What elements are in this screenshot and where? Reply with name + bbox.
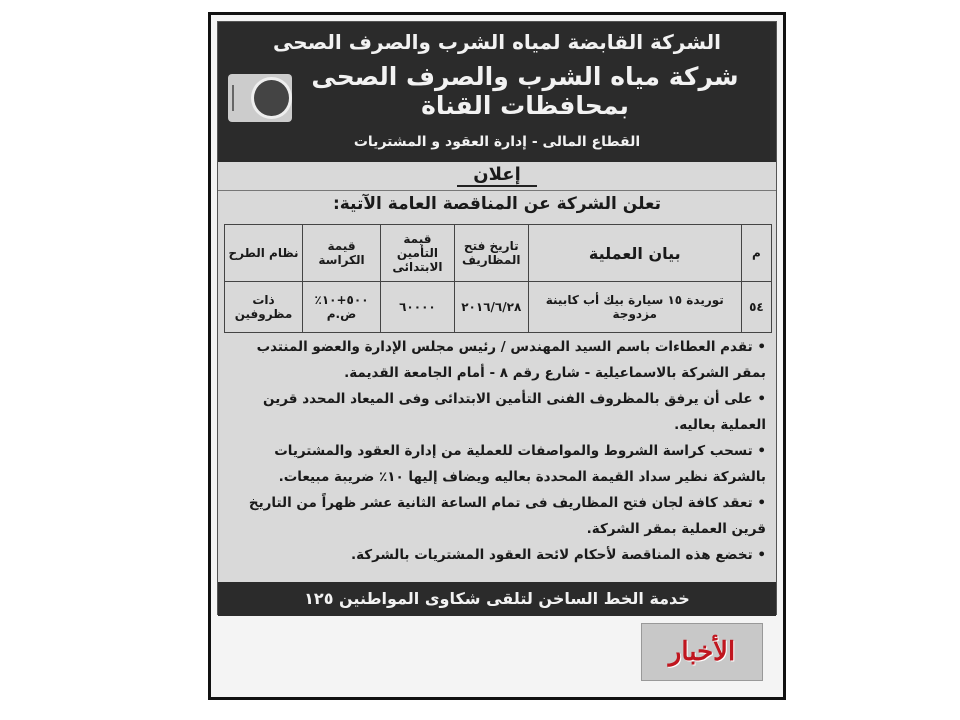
logo-emblem-icon [251, 77, 292, 119]
header-booklet-price: قيمة الكراسة [303, 225, 381, 282]
header-opening-date: تاريخ فتح المظاريف [454, 225, 528, 282]
company-name: شركة مياه الشرب والصرف الصحى بمحافظات القناة [311, 62, 739, 120]
sector-name: القطاع المالى - إدارة العقود و المشتريات [353, 134, 641, 150]
newspaper-clipping [217, 21, 777, 615]
header-banner [218, 22, 776, 162]
logo-mark-icon [232, 85, 247, 111]
table-row [225, 282, 772, 333]
list-item: • على أن يرفق بالمظروف الفنى التأمين الابتدائى وفى الميعاد المحدد قرين العملية بعاليه. [226, 386, 766, 438]
table-header-row [225, 225, 772, 282]
holding-company-name: الشركة القابضة لمياه الشرب والصرف الصحى [273, 30, 721, 54]
page-frame [208, 12, 786, 700]
list-item: • تخضع هذه المناقصة لأحكام لائحة العقود المشتريات بالشركة. [226, 542, 766, 568]
announcement-intro: تعلن الشركة عن المناقصة العامة الآتية: [332, 194, 662, 214]
header-index: م [741, 225, 771, 282]
announcement-title: إعلان [457, 164, 537, 187]
hotline-banner: خدمة الخط الساخن لتلقى شكاوى المواطنين ١٢٥ [218, 582, 776, 616]
header-tender-system: نظام الطرح [225, 225, 303, 282]
cell-tender-system: ذات مظروفين [225, 282, 303, 333]
company-logo [228, 74, 292, 122]
cell-deposit: ٦٠٠٠٠ [381, 282, 455, 333]
conditions-list [226, 334, 766, 568]
newspaper-logo: الأخبار [641, 623, 763, 681]
header-deposit: قيمة التأمين الابتدائى [381, 225, 455, 282]
list-item: • تعقد كافة لجان فتح المظاريف فى تمام الساعة الثانية عشر ظهراً من التاريخ قرين العملية بمقر الشركة. [226, 490, 766, 542]
cell-booklet-price: ٥٠٠+١٠٪ ض.م [303, 282, 381, 333]
cell-opening-date: ٢٠١٦/٦/٢٨ [454, 282, 528, 333]
list-item: • تسحب كراسة الشروط والمواصفات للعملية من إدارة العقود والمشتريات بالشركة نظير سداد القيمة المحددة بعاليه ويضاف إليها ١٠٪ ضريبة مبيعات. [226, 438, 766, 490]
announcement-title-box [218, 164, 776, 191]
tender-table [224, 224, 772, 333]
cell-index: ٥٤ [741, 282, 771, 333]
list-item: • تقدم العطاءات باسم السيد المهندس / رئيس مجلس الإدارة والعضو المنتدب بمقر الشركة بالاسماعيلية - شارع رقم ٨ - أمام الجامعة القديمة. [226, 334, 766, 386]
header-operation: بيان العملية [528, 225, 741, 282]
cell-operation: توريدة ١٥ سيارة بيك أب كابينة مزدوجة [528, 282, 741, 333]
